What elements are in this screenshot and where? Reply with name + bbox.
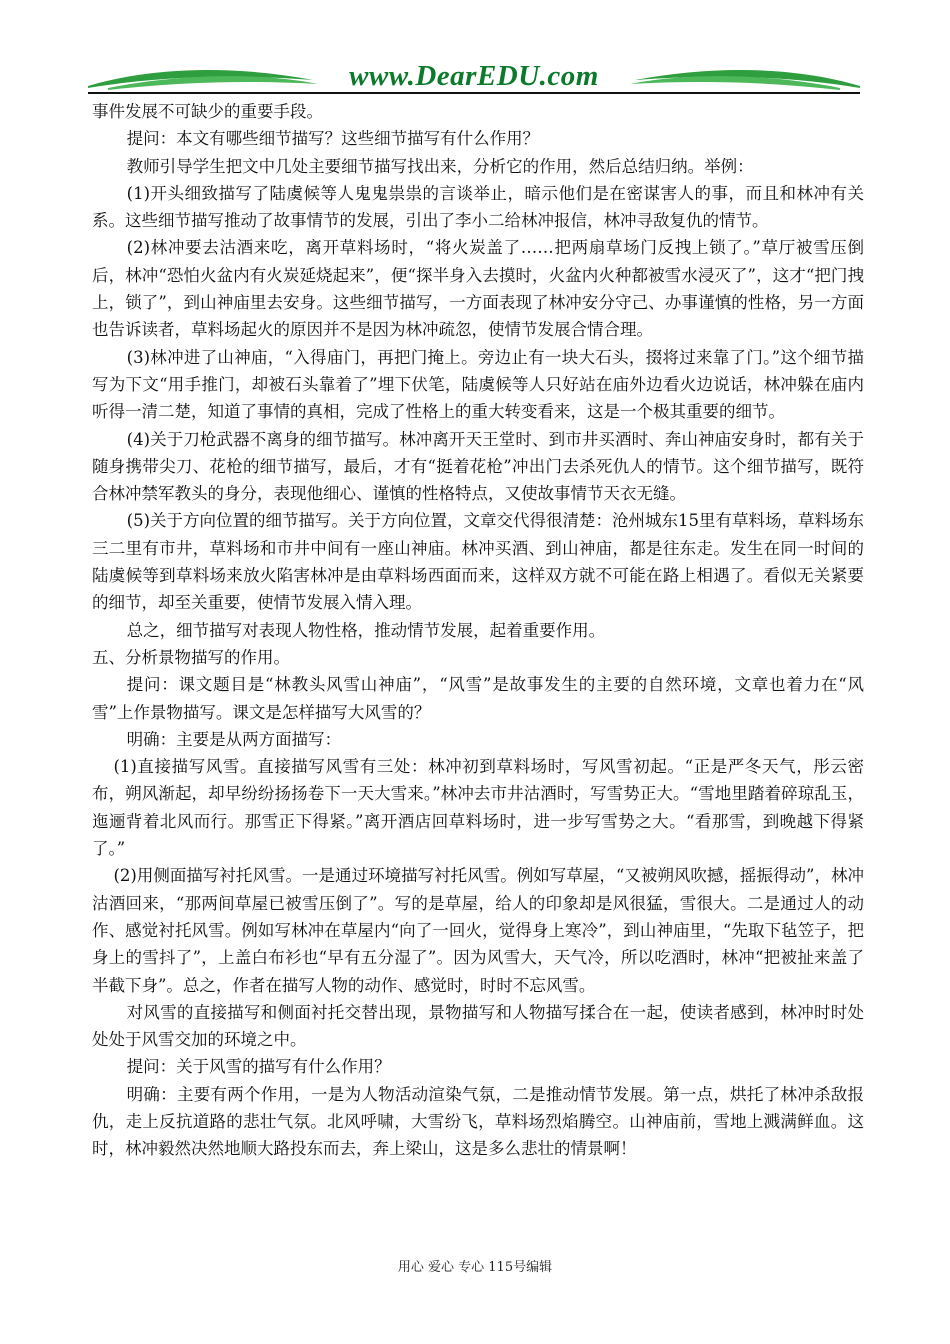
paragraph: 提问：课文题目是“林教头风雪山神庙”，“风雪”是故事发生的主要的自然环境，文章也着力在“风雪”上作景物描写。课文是怎样描写大风雪的？ (92, 675, 864, 722)
paragraph: 提问：本文有哪些细节描写？这些细节描写有什么作用？ (126, 129, 540, 149)
document-body (92, 98, 864, 1163)
paragraph: 对风雪的直接描写和侧面衬托交替出现，景物描写和人物描写揉合在一起，使读者感到，林冲时时处处处于风雪交加的环境之中。 (92, 1002, 864, 1050)
paragraph: 提问：关于风雪的描写有什么作用？ (126, 1057, 391, 1077)
paragraph: 事件发展不可缺少的重要手段。 (92, 102, 323, 121)
site-logo[interactable]: www.DearEDU.com (349, 60, 599, 92)
page-header (88, 58, 860, 96)
paragraph: (2)用侧面描写衬托风雪。一是通过环境描写衬托风雪。例如写草屋，“又被朔风吹撼，摇振得动”，林冲沽酒回来，“那两间草屋已被雪压倒了”。写的是草屋，给人的印象却是风很猛，雪很大。二是通过人的动作、感觉衬托风雪。例如写林冲在草屋内“向了一回火，觉得身上寒冷”，到山神庙里，“先取下毡笠子，把身上的雪抖了”，上盖白布衫也“早有五分湿了”。因为风雪大，天气冷，所以吃酒时，林冲“把被扯来盖了半截下身”。总之，作者在描写人物的动作、感觉时，时时不忘风雪。 (92, 866, 864, 995)
paragraph: (3)林冲进了山神庙，“入得庙门，再把门掩上。旁边止有一块大石头，掇将过来靠了门。”这个细节描写为下文“用手推门，却被石头靠着了”埋下伏笔，陆虞候等人只好站在庙外边看火边说话，林冲躲在庙内听得一清二楚，知道了事情的真相，完成了性格上的重大转变看来，这是一个极其重要的细节。 (92, 347, 864, 422)
paragraph: (5)关于方向位置的细节描写。关于方向位置，文章交代得很清楚：沧州城东15里有草料场，草料场东三二里有市井，草料场和市井中间有一座山神庙。林冲买酒、到山神庙，都是往东走。发生在同一时间的陆虞候等到草料场来放火陷害林冲是由草料场西面而来，这样双方就不可能在路上相遇了。看似无关紧要的细节，却至关重要，使情节发展入情入理。 (92, 511, 865, 613)
paragraph: (1)开头细致描写了陆虞候等人鬼鬼祟祟的言谈举止，暗示他们是在密谋害人的事，而且和林冲有关系。这些细节描写推动了故事情节的发展，引出了李小二给林冲报信，林冲寻敌复仇的情节。 (92, 183, 864, 231)
paragraph: 明确：主要是从两方面描写： (126, 729, 342, 749)
paragraph: (2)林冲要去沽酒来吃，离开草料场时，“将火炭盖了……把两扇草场门反拽上锁了。”草厅被雪压倒后，林冲“恐怕火盆内有火炭延烧起来”，便“探半身入去摸时，火盆内火种都被雪水浸灭了”，这才“把门拽上，锁了”，到山神庙里去安身。这些细节描写，一方面表现了林冲安分守己、办事谨慎的性格，另一方面也告诉读者，草料场起火的原因并不是因为林冲疏忽，使情节发展合情合理。 (92, 238, 864, 340)
section-heading: 五、分析景物描写的作用。 (92, 647, 290, 667)
paragraph: 教师引导学生把文中几处主要细节描写找出来，分析它的作用，然后总结归纳。举例： (126, 156, 754, 176)
paragraph: (4)关于刀枪武器不离身的细节描写。林冲离开天王堂时、到市井买酒时、奔山神庙安身时，都有关于随身携带尖刀、花枪的细节描写，最后，才有“挺着花枪”冲出门去杀死仇人的情节。这个细节描写，既符合林冲禁军教头的身分，表现他细心、谨慎的性格特点，又使故事情节天衣无缝。 (92, 429, 864, 504)
paragraph: 总之，细节描写对表现人物性格，推动情节发展，起着重要作用。 (126, 620, 606, 640)
header-rule (88, 92, 860, 94)
page-footer: 用心 爱心 专心 115号编辑 (397, 1260, 553, 1275)
paragraph: 明确：主要有两个作用，一是为人物活动渲染气氛，二是推动情节发展。第一点，烘托了林冲杀敌报仇，走上反抗道路的悲壮气氛。北风呼啸，大雪纷飞，草料场烈焰腾空。山神庙前，雪地上溅满鲜血。这时，林冲毅然决然地顺大路投东而去，奔上梁山，这是多么悲壮的情景啊！ (92, 1084, 864, 1159)
paragraph: (1)直接描写风雪。直接描写风雪有三处：林冲初到草料场时，写风雪初起。“正是严冬天气，彤云密布，朔风渐起，却早纷纷扬扬卷下一天大雪来。”林冲去市井沽酒时，写雪势正大。“雪地里踏着碎琼乱玉，迤逦背着北风而行。那雪正下得紧。”离开酒店回草料场时，进一步写雪势之大。“看那雪，到晚越下得紧了。” (92, 757, 864, 859)
